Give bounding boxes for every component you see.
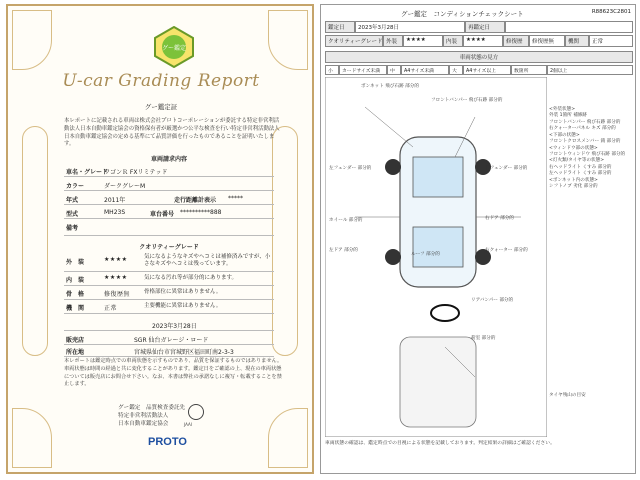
goo-kantei-badge-icon	[153, 26, 195, 68]
jaai-logo-icon	[188, 404, 204, 420]
label-remarks: 備考	[66, 225, 79, 232]
grade-exterior	[64, 252, 274, 272]
intro-text: 本レポートに記載される車両は株式会社プロトコーポレーションが委託する特定非営利活動法人日本自動車鑑定協会の資格保有者が厳選かつ公平な検査を行い特定非営利活動法人日本自動車鑑定協会の定める基準にて品質評価を行ったものであることを証明いたします。	[64, 118, 280, 148]
ext-value: ★★★★	[403, 35, 443, 47]
desc-mechanics: 主要機能に異常はありません。	[144, 303, 222, 309]
vehicle-section-head: 車両請求内容	[150, 156, 187, 163]
legend-0: <外装状態>	[549, 107, 576, 112]
org-line-3: 日本自動車鑑定協会	[118, 421, 169, 428]
label-mechanics: 機 関	[66, 305, 85, 312]
organization	[118, 404, 185, 428]
date-value: 2023年3月28日	[355, 21, 465, 33]
label-model: 型式	[66, 211, 79, 218]
value-chassis: **********888	[180, 209, 222, 216]
note-front-bumper: フロントバンパー 飛び石跡 部分的	[431, 98, 503, 103]
legend-5: フロントクロスメンバー 錆 部分的	[549, 139, 621, 145]
legend-11: <ボンネット内の状態>	[549, 177, 598, 183]
label-chassis: 車台番号	[150, 211, 175, 218]
ornament-left-vine	[22, 126, 48, 356]
value-model: MH23S	[104, 209, 126, 216]
org-line-1: グー鑑定 品質検査委託先	[118, 405, 186, 411]
reappraisal-value	[505, 21, 633, 33]
engine-label: 機関	[565, 35, 589, 47]
date-label: 鑑定日	[325, 21, 355, 33]
footer-note: 車両状態の確認は、鑑定時点での目視による状態を記載しております。判定結果の詳細はご確認ください。	[325, 441, 555, 446]
size-small-v: カードサイズ未満	[339, 65, 387, 75]
label-color: カラー	[66, 183, 85, 190]
ornament-top-right	[268, 10, 308, 70]
report-title: U-car Grading Report	[62, 71, 260, 91]
repair-label: 修復歴	[503, 35, 529, 47]
label-address: 所在地	[66, 349, 85, 356]
legend-6: <ウィンドウ部の状態>	[549, 145, 598, 151]
value-issue-date: 2023年3月28日	[152, 323, 197, 330]
size-mid-k: 中	[387, 65, 401, 75]
legend-8: <灯火類/タイヤ等の状態>	[549, 158, 605, 164]
size-small-k: 小	[325, 65, 339, 75]
note-rear-bumper: リアバンパー 部分的	[471, 298, 514, 303]
ornament-right-vine	[272, 126, 298, 356]
row-address	[64, 344, 274, 357]
row-model	[64, 206, 274, 219]
label-name: 車名・グレード	[66, 169, 109, 176]
badge-text: グー鑑定	[161, 45, 187, 52]
quality-section-head: クオリティーグレード	[139, 244, 199, 251]
org-line-2: 特定非営利活動法人	[118, 413, 169, 420]
value-shop: SGR 仙台ガレージ・ロード	[134, 337, 209, 344]
row-vehicle-name	[64, 164, 274, 177]
condition-check-sheet	[320, 4, 636, 474]
grade-mechanics	[64, 300, 274, 314]
value-address: 宮城県仙台市宮城野区福田町南2-3-3	[134, 349, 234, 356]
ext-label: 外装	[383, 35, 403, 47]
size-mid-v: A4サイズ未満	[401, 65, 449, 75]
value-name: ワゴンＲ FXリミテッド	[104, 169, 168, 176]
label-frame: 骨 格	[66, 291, 85, 298]
row-remarks	[64, 220, 274, 236]
disclaimer-notes: 本レポートは鑑定時点での車両状態を示すものであり、品質を保証するものではありません。車両状態は時間の経過と共に変化することがあります。鑑定日をご確認の上、現在の車両状態については販売店にお問合せ下さい。なお、本書は弊社の承諾なしに複写・転載することを禁止します。	[64, 358, 283, 388]
engine-value: 正常	[589, 35, 633, 47]
ornament-bottom-left	[12, 408, 52, 468]
value-year: 2011年	[104, 197, 126, 204]
legend-4: <下部の状態>	[549, 132, 580, 138]
count-v: 2個以上	[547, 65, 633, 75]
row-issue-date	[64, 318, 274, 331]
note-right-door: 右ドア 部分的	[485, 216, 514, 221]
qg-label: クオリティーグレード	[325, 35, 383, 47]
legend-3: 右クォーターパネル キズ 部分的	[549, 126, 616, 132]
int-label: 内装	[443, 35, 463, 47]
legend-9: 右ヘッドライト くすみ 部分的	[549, 164, 612, 170]
note-right-quarter: 右クォーター 部分的	[485, 248, 528, 253]
row-year	[64, 192, 274, 205]
value-mileage: *****	[228, 195, 243, 202]
proto-logo: PROTO	[148, 436, 187, 448]
note-hood: ボンネット 飛び石跡 部分的	[361, 84, 419, 89]
label-year: 年式	[66, 197, 79, 204]
reappraisal-label: 再鑑定日	[465, 21, 505, 33]
desc-exterior: 気になるようなキズやヘコミは補修済みですが、小さなキズやヘコミは残っています。	[144, 254, 271, 268]
value-frame: 修復歴無	[104, 291, 131, 298]
legend-7: フロントウィンドウ 飛び石跡 部分的	[549, 151, 626, 157]
label-interior: 内 装	[66, 277, 85, 284]
label-mileage: 走行距離計表示	[174, 197, 217, 204]
sheet-title: グー鑑定 コンディションチェックシート	[401, 10, 524, 18]
grade-interior	[64, 272, 274, 286]
label-exterior: 外 装	[66, 259, 85, 266]
legend-12: シフトノブ 劣化 部分的	[549, 184, 598, 190]
note-left-fender: 左フェンダー 部分的	[329, 166, 372, 171]
int-value: ★★★★	[463, 35, 503, 47]
grading-certificate	[6, 4, 314, 474]
desc-frame: 骨格部位に異常はありません。	[144, 289, 222, 295]
vehicle-diagram	[325, 77, 547, 437]
value-mechanics: 正常	[104, 305, 118, 312]
note-wheel: ホイール 部分的	[329, 218, 363, 223]
note-left-door: 左ドア 部分的	[329, 248, 358, 253]
stars-exterior: ★★★★	[104, 256, 128, 263]
label-shop: 販売店	[66, 337, 85, 344]
legend-2: フロントバンパー 飛び石跡 部分的	[549, 119, 621, 125]
legend-10: 左ヘッドライト くすみ 部分的	[549, 171, 612, 177]
legend-list	[549, 107, 635, 190]
ornament-top-left	[12, 10, 52, 70]
state-head: 車両状態の見方	[325, 51, 633, 63]
row-color	[64, 178, 274, 191]
stars-interior: ★★★★	[104, 274, 128, 281]
desc-interior: 気になる汚れ等が部分的にあります。	[144, 275, 238, 281]
sheet-code: R88623C2801	[591, 9, 631, 15]
size-large-k: 大	[449, 65, 463, 75]
legend-1: 外装 1箇所 補修跡	[549, 113, 588, 119]
grade-frame	[64, 286, 274, 300]
repair-value: 修復歴無	[529, 35, 565, 47]
certificate-label: グー鑑定証	[144, 103, 178, 111]
ornament-bottom-right	[268, 408, 308, 468]
jaai-label: JAAI	[184, 422, 192, 427]
note-right-fender: 右フェンダー 部分的	[485, 166, 528, 171]
note-cargo: 荷室 部分的	[471, 336, 496, 341]
tire-note: タイヤ残山の目安	[549, 393, 586, 398]
value-color: ダークグレーM	[104, 183, 146, 190]
size-large-v: A4サイズ以上	[463, 65, 511, 75]
count-k: 数箇所	[511, 65, 547, 75]
note-roof: ルーフ 部分的	[411, 252, 440, 257]
